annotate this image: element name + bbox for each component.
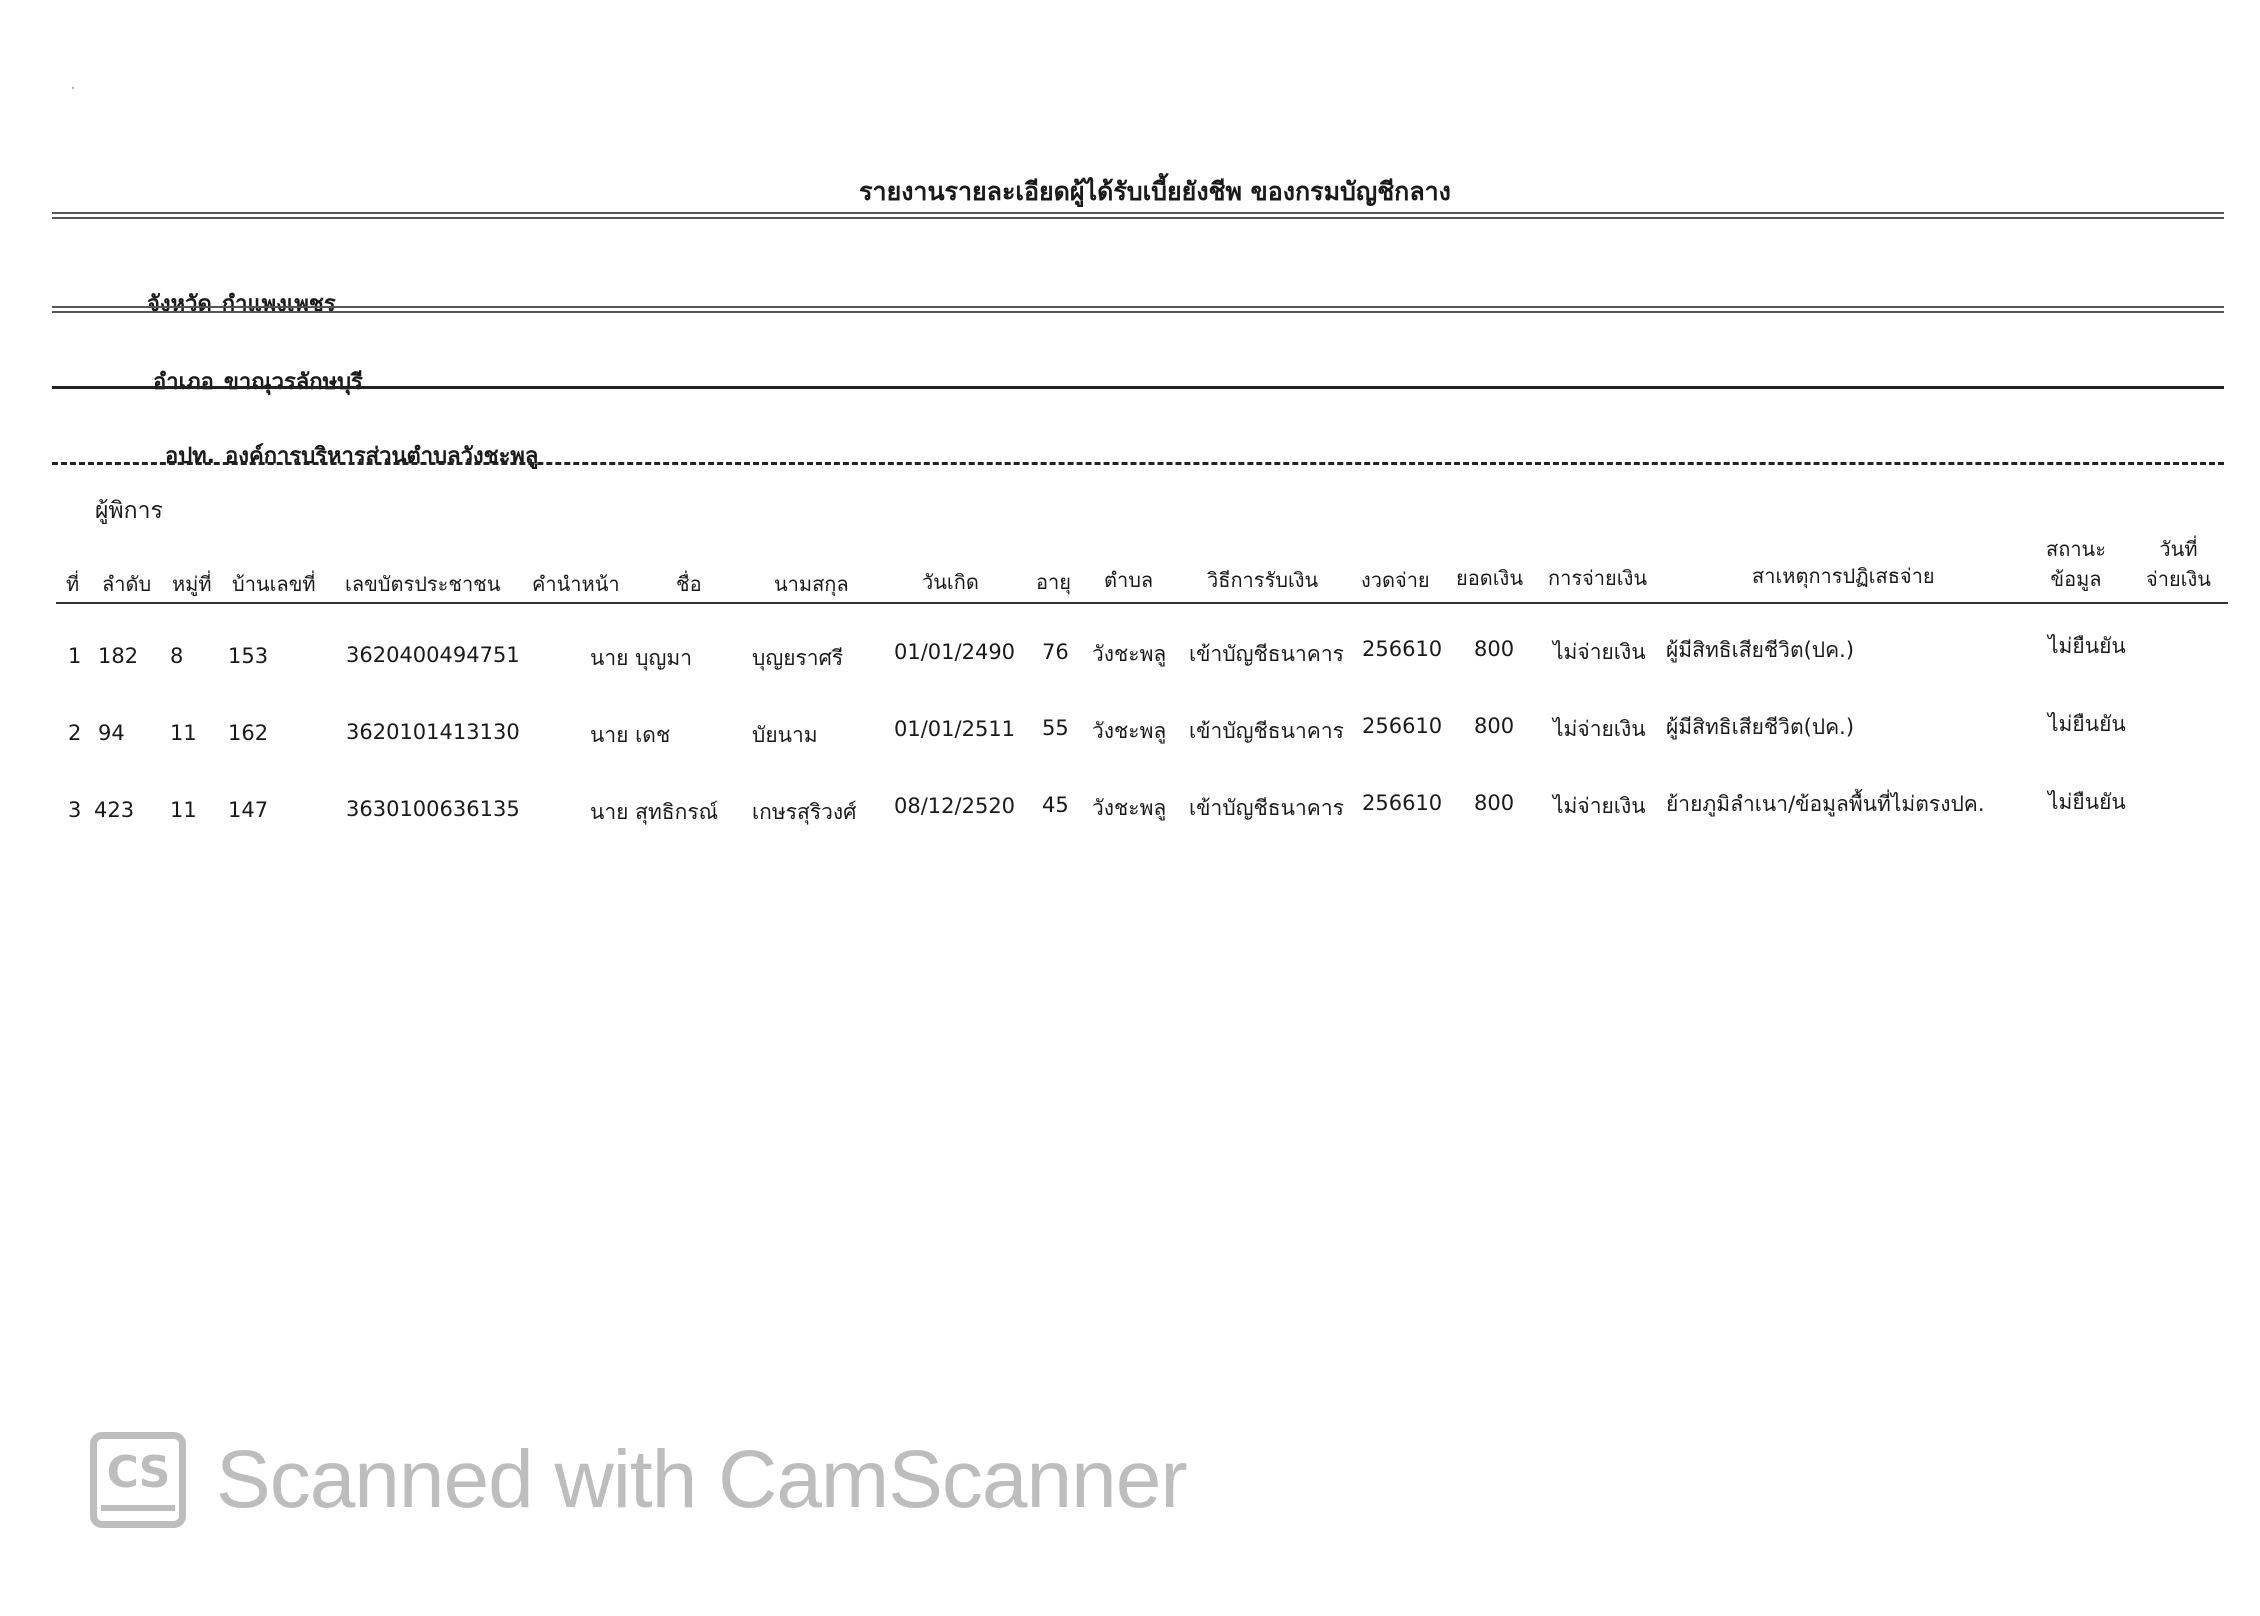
row1-id: 3620400494751 xyxy=(346,643,520,667)
row2-amount: 800 xyxy=(1474,714,1515,738)
camscanner-logo-text: CS xyxy=(106,1447,170,1498)
row2-dob: 01/01/2511 xyxy=(894,717,1016,741)
row2-name: นาย เดช xyxy=(590,723,671,747)
header-paydate-line1: วันที่ xyxy=(2159,537,2198,561)
row3-reason: ย้ายภูมิลำเนา/ข้อมูลพื้นที่ไม่ตรงปค. xyxy=(1666,792,1985,816)
org-value: องค์การบริหารส่วนตำบลวังชะพลู xyxy=(225,444,539,469)
row1-seq: 182 xyxy=(98,644,139,668)
header-tambon: ตำบล xyxy=(1104,568,1154,592)
header-id: เลขบัตรประชาชน xyxy=(345,572,501,596)
row3-seq: 423 xyxy=(94,798,135,822)
row1-surname: บุญยราศรี xyxy=(752,646,844,670)
row1-status: ไม่ยืนยัน xyxy=(2048,634,2126,658)
row1-name: นาย บุญมา xyxy=(590,646,692,670)
province-value: กำแพงเพชร xyxy=(221,292,336,317)
row3-status: ไม่ยืนยัน xyxy=(2048,790,2126,814)
row1-age: 76 xyxy=(1042,640,1069,664)
row3-amount: 800 xyxy=(1474,791,1515,815)
row1-period: 256610 xyxy=(1362,637,1443,661)
row3-house: 147 xyxy=(228,798,269,822)
scan-speck: · xyxy=(70,78,76,99)
row1-dob: 01/01/2490 xyxy=(894,640,1016,664)
row1-no: 1 xyxy=(68,644,82,668)
header-seq: ลำดับ xyxy=(102,572,152,596)
header-status-line1: สถานะ xyxy=(2046,537,2106,561)
section-title: ผู้พิการ xyxy=(95,498,163,524)
district-value: ขาณุวรลักษบุรี xyxy=(223,370,363,395)
province-line xyxy=(147,286,336,321)
row2-age: 55 xyxy=(1042,716,1069,740)
row1-method: เข้าบัญชีธนาคาร xyxy=(1189,642,1344,666)
row3-method: เข้าบัญชีธนาคาร xyxy=(1189,796,1344,820)
header-age: อายุ xyxy=(1036,570,1071,594)
header-rule xyxy=(56,602,2228,604)
row3-surname: เกษรสุริวงศ์ xyxy=(752,800,857,824)
header-amount: ยอดเงิน xyxy=(1456,566,1523,590)
row2-period: 256610 xyxy=(1362,714,1443,738)
row1-payment: ไม่จ่ายเงิน xyxy=(1553,640,1646,664)
row2-tambon: วังชะพลู xyxy=(1092,719,1167,743)
row3-tambon: วังชะพลู xyxy=(1092,796,1167,820)
report-title: รายงานรายละเอียดผู้ได้รับเบี้ยยังชีพ ของกรมบัญชีกลาง xyxy=(859,177,1451,206)
row3-name: นาย สุทธิกรณ์ xyxy=(590,800,719,824)
row2-method: เข้าบัญชีธนาคาร xyxy=(1189,719,1344,743)
row3-payment: ไม่จ่ายเงิน xyxy=(1553,794,1646,818)
org-label: อปท. xyxy=(165,444,216,469)
row1-tambon: วังชะพลู xyxy=(1092,642,1167,666)
row2-id: 3620101413130 xyxy=(346,720,520,744)
header-moo: หมู่ที่ xyxy=(172,572,212,596)
row2-surname: บัยนาม xyxy=(752,723,818,747)
header-paydate xyxy=(2146,534,2211,594)
row2-house: 162 xyxy=(228,721,269,745)
province-label: จังหวัด xyxy=(147,292,212,317)
camscanner-watermark xyxy=(90,1432,1187,1528)
header-paydate-line2: จ่ายเงิน xyxy=(2146,567,2211,591)
row2-no: 2 xyxy=(68,721,82,745)
header-status xyxy=(2046,534,2106,594)
row1-amount: 800 xyxy=(1474,637,1515,661)
district-label: อำเภอ xyxy=(153,370,214,395)
header-status-line2: ข้อมูล xyxy=(2050,567,2102,591)
header-method: วิธีการรับเงิน xyxy=(1207,568,1319,592)
row3-period: 256610 xyxy=(1362,791,1443,815)
header-house: บ้านเลขที่ xyxy=(232,572,316,596)
header-reason: สาเหตุการปฏิเสธจ่าย xyxy=(1752,564,1935,588)
header-name: ชื่อ xyxy=(676,572,702,596)
org-rule xyxy=(52,462,2224,465)
row3-age: 45 xyxy=(1042,793,1069,817)
camscanner-logo-icon xyxy=(90,1432,186,1528)
district-rule xyxy=(52,386,2224,389)
header-surname: นามสกุล xyxy=(774,572,849,596)
row2-status: ไม่ยืนยัน xyxy=(2048,712,2126,736)
row3-no: 3 xyxy=(68,798,82,822)
row1-moo: 8 xyxy=(170,644,184,668)
row2-seq: 94 xyxy=(98,721,125,745)
district-line xyxy=(153,364,363,399)
row2-payment: ไม่จ่ายเงิน xyxy=(1553,717,1646,741)
header-period: งวดจ่าย xyxy=(1361,568,1430,592)
org-line xyxy=(165,438,538,473)
province-rule xyxy=(52,306,2224,313)
row1-house: 153 xyxy=(228,644,269,668)
header-dob: วันเกิด xyxy=(922,570,979,594)
camscanner-text: Scanned with CamScanner xyxy=(216,1434,1187,1525)
row3-id: 3630100636135 xyxy=(346,797,520,821)
row2-reason: ผู้มีสิทธิเสียชีวิต(ปค.) xyxy=(1666,715,1855,739)
row3-dob: 08/12/2520 xyxy=(894,794,1016,818)
row3-moo: 11 xyxy=(170,798,197,822)
row2-moo: 11 xyxy=(170,721,197,745)
header-prefix: คำนำหน้า xyxy=(532,572,620,596)
header-no: ที่ xyxy=(66,572,80,596)
row1-reason: ผู้มีสิทธิเสียชีวิต(ปค.) xyxy=(1666,638,1855,662)
title-rule xyxy=(52,212,2224,219)
header-payment: การจ่ายเงิน xyxy=(1548,566,1648,590)
